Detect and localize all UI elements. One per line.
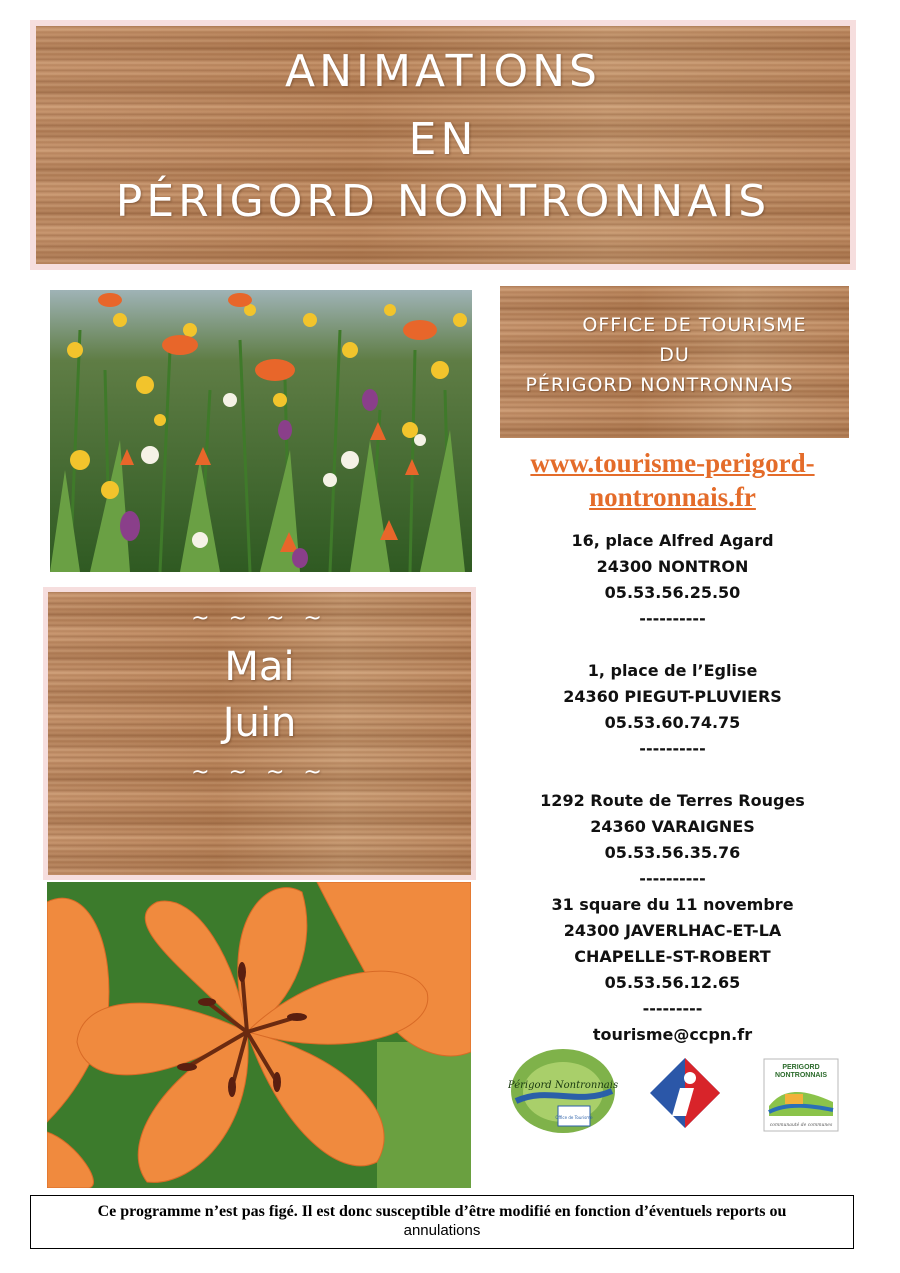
varaignes-address: 1292 Route de Terres Rouges	[540, 791, 805, 810]
nontron-city: 24300 NONTRON	[596, 557, 749, 576]
javerlhac-city-line-2: CHAPELLE-ST-ROBERT	[574, 947, 771, 966]
title-frame	[30, 20, 856, 270]
office-line-3: PÉRIGORD NONTRONNAIS	[525, 374, 794, 396]
spring-flowers-photo	[50, 290, 472, 572]
javerlhac-address: 31 square du 11 novembre	[551, 895, 794, 914]
office-line-1: OFFICE DE TOURISME	[582, 314, 807, 336]
orange-lily-image	[47, 882, 471, 1188]
logo1-text: Périgord Nontronnais	[508, 1080, 618, 1091]
contact-block	[500, 528, 845, 1048]
piegut-city: 24360 PIEGUT-PLUVIERS	[563, 687, 782, 706]
spacer	[500, 632, 845, 658]
month-frame	[43, 587, 476, 880]
piegut-address: 1, place de l’Eglise	[587, 661, 758, 680]
logo3-line2: NONTRONNAIS	[774, 1072, 828, 1079]
varaignes-phone: 05.53.56.35.76	[604, 843, 741, 862]
month-may: Mai	[224, 644, 295, 690]
separator: ---------	[642, 999, 703, 1018]
flower-field-image	[50, 290, 472, 572]
javerlhac-city-line-1: 24300 JAVERLHAC-ET-LA	[563, 921, 782, 940]
office-tourisme-logo	[508, 1046, 618, 1136]
javerlhac-phone: 05.53.56.12.65	[604, 973, 741, 992]
website-link-line-2[interactable]: nontronnais.fr	[589, 482, 756, 512]
tilde-decoration-top: ~ ~ ~ ~	[191, 606, 328, 631]
disclaimer-line-2: annulations	[403, 1222, 481, 1239]
email-address[interactable]: tourisme@ccpn.fr	[592, 1025, 753, 1044]
title-line-3: PÉRIGORD NONTRONNAIS	[115, 176, 771, 227]
logo1-sub: Office de Tourisme	[555, 1115, 593, 1120]
title-banner	[36, 26, 850, 264]
nontron-address: 16, place Alfred Agard	[571, 531, 774, 550]
separator: ----------	[639, 869, 706, 888]
month-june: Juin	[222, 700, 297, 746]
varaignes-city: 24360 VARAIGNES	[590, 817, 755, 836]
tilde-decoration-bottom: ~ ~ ~ ~	[191, 760, 328, 785]
logo3-line1: PERIGORD	[782, 1064, 820, 1071]
lily-photo	[47, 882, 471, 1188]
separator: ----------	[639, 739, 706, 758]
spacer	[500, 762, 845, 788]
logo3-sub: communauté de communes	[769, 1123, 833, 1128]
disclaimer-box	[30, 1195, 854, 1249]
title-line-2: EN	[408, 114, 478, 165]
tourism-office-panel	[500, 286, 849, 438]
ccpn-logo	[763, 1058, 839, 1132]
piegut-phone: 05.53.60.74.75	[604, 713, 741, 732]
website-link-line-1[interactable]: www.tourisme-perigord-	[530, 448, 815, 478]
title-line-1: ANIMATIONS	[285, 46, 601, 97]
website-link[interactable]	[500, 446, 845, 514]
tourism-i-logo	[650, 1058, 720, 1128]
separator: ----------	[639, 609, 706, 628]
nontron-phone: 05.53.56.25.50	[604, 583, 741, 602]
disclaimer-line-1: Ce programme n’est pas figé. Il est donc susceptible d’être modifié en fonction d’éventuels reports ou	[97, 1203, 787, 1220]
logos-row	[508, 1046, 848, 1138]
month-panel	[48, 592, 471, 875]
office-line-2: DU	[659, 344, 690, 366]
